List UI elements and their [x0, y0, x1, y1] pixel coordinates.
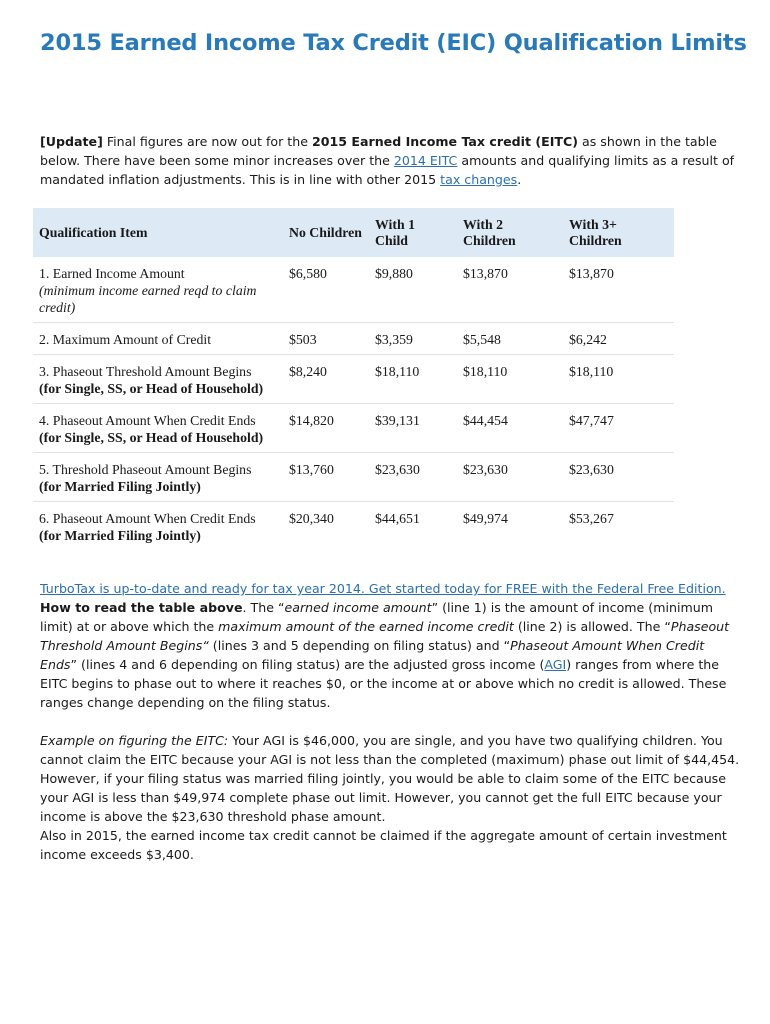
value-cell: $23,630 [563, 453, 674, 502]
value-cell: $13,760 [283, 453, 369, 502]
howto-text: . The “ [242, 600, 285, 615]
example-text: Your AGI is $46,000, you are single, and you have two qualifying children. You cannot claim the EITC because your AGI is not less than the completed (maximum) phase out limit of $44,454. However, if your filing status was married filing jointly, you would be able to claim some of the EITC because your AGI is less than $49,974 complete phase out limit. However, you cannot get the full EITC because your income is above the $23,630 threshold phase amount. [40, 733, 740, 824]
row-label-cell [33, 453, 283, 502]
table-row [33, 453, 674, 502]
how-to-read-paragraph [40, 598, 740, 712]
row-item: 6. Phaseout Amount When Credit Ends [39, 511, 256, 526]
row-item: 1. Earned Income Amount [39, 266, 185, 281]
howto-text: ) ranges from where the EITC begins to phase out to where it reaches $0, or the income at or above which no credit is allowed. These ranges change depending on the filing status. [40, 657, 727, 710]
row-filing-status: (for Single, SS, or Head of Household) [39, 381, 264, 396]
value-cell: $5,548 [457, 323, 563, 355]
value-cell: $18,110 [457, 355, 563, 404]
header-with-3-children: With 3+ Children [563, 208, 674, 257]
value-cell: $39,131 [369, 404, 457, 453]
howto-text: ” (lines 4 and 6 depending on filing status) are the adjusted gross income ( [70, 657, 545, 672]
turbotax-promo-link-block [40, 579, 740, 598]
eic-limits-table [33, 208, 674, 550]
example-paragraph [40, 731, 740, 826]
row-item: 5. Threshold Phaseout Amount Begins [39, 462, 252, 477]
intro-bold-eitc: 2015 Earned Income Tax credit (EITC) [311, 134, 578, 149]
row-label-cell [33, 355, 283, 404]
turbotax-promo-link[interactable]: TurboTax is up-to-date and ready for tax year 2014. Get started today for FREE with the Federal Free Edition. [40, 581, 726, 596]
link-agi[interactable]: AGI [544, 657, 567, 672]
intro-text-2: as shown in the table below. There have been some minor increases over the [40, 134, 717, 168]
update-tag: [Update] [40, 134, 103, 149]
table-row [33, 404, 674, 453]
value-cell: $18,110 [369, 355, 457, 404]
row-filing-status: (for Married Filing Jointly) [39, 528, 201, 543]
howto-text: ” (line 1) is the amount of income (minimum limit) at or above which the [40, 600, 713, 634]
value-cell: $47,747 [563, 404, 674, 453]
howto-italic: maximum amount of the earned income credit [218, 619, 514, 634]
row-label-cell [33, 502, 283, 551]
value-cell: $13,870 [457, 257, 563, 323]
row-note: (minimum income earned reqd to claim credit) [39, 283, 257, 315]
value-cell: $44,651 [375, 511, 420, 526]
howto-italic: earned income amount [284, 600, 432, 615]
row-item: 3. Phaseout Threshold Amount Begins [39, 364, 252, 379]
table-row [33, 323, 674, 355]
value-cell: $18,110 [563, 355, 674, 404]
row-label-cell [33, 257, 283, 323]
value-cell: $13,870 [563, 257, 674, 323]
header-qualification-item: Qualification Item [33, 208, 283, 257]
intro-text-4: . [517, 172, 522, 187]
row-item: 2. Maximum Amount of Credit [39, 332, 212, 347]
value-cell: $53,267 [569, 511, 614, 526]
also-paragraph: Also in 2015, the earned income tax credit cannot be claimed if the aggregate amount of certain investment income exceeds $3,400. [40, 828, 727, 862]
howto-italic: Phaseout Amount When Credit Ends [40, 638, 705, 672]
value-cell: $6,580 [283, 257, 369, 323]
table-header-row [33, 208, 674, 257]
value-cell: $503 [283, 323, 369, 355]
row-label-cell [33, 404, 283, 453]
intro-paragraph [40, 132, 740, 189]
header-no-children: No Children [283, 208, 369, 257]
howto-italic: Phaseout Threshold Amount Begins“ [40, 619, 730, 653]
row-filing-status: (for Single, SS, or Head of Household) [39, 430, 264, 445]
table-row [33, 502, 674, 551]
example-label: Example on figuring the EITC: [40, 733, 229, 748]
value-cell: $3,359 [369, 323, 457, 355]
header-with-1-child: With 1 Child [369, 208, 457, 257]
table-row [33, 257, 674, 323]
value-cell: $6,242 [563, 323, 674, 355]
howto-text: (line 2) is allowed. The “ [513, 619, 671, 634]
value-cell: $8,240 [283, 355, 369, 404]
header-with-2-children: With 2 Children [457, 208, 563, 257]
value-cell: $20,340 [289, 511, 334, 526]
value-cell: $49,974 [463, 511, 508, 526]
intro-text-3: amounts and qualifying limits as a result of mandated inflation adjustments. This is in line with other 2015 [40, 153, 735, 187]
value-cell: $44,454 [457, 404, 563, 453]
row-item: 4. Phaseout Amount When Credit Ends [39, 413, 256, 428]
how-to-heading: How to read the table above [40, 600, 243, 615]
value-cell: $9,880 [369, 257, 457, 323]
value-cell: $14,820 [283, 404, 369, 453]
link-2014-eitc[interactable]: 2014 EITC [393, 153, 458, 168]
howto-text: (lines 3 and 5 depending on filing status) and “ [208, 638, 511, 653]
page-title: 2015 Earned Income Tax Credit (EIC) Qualification Limits [40, 30, 747, 56]
link-tax-changes[interactable]: tax changes [440, 172, 518, 187]
row-label-cell [33, 323, 283, 355]
intro-text-1: Final figures are now out for the [102, 134, 312, 149]
value-cell: $23,630 [369, 453, 457, 502]
value-cell: $23,630 [457, 453, 563, 502]
table-row [33, 355, 674, 404]
row-filing-status: (for Married Filing Jointly) [39, 479, 201, 494]
